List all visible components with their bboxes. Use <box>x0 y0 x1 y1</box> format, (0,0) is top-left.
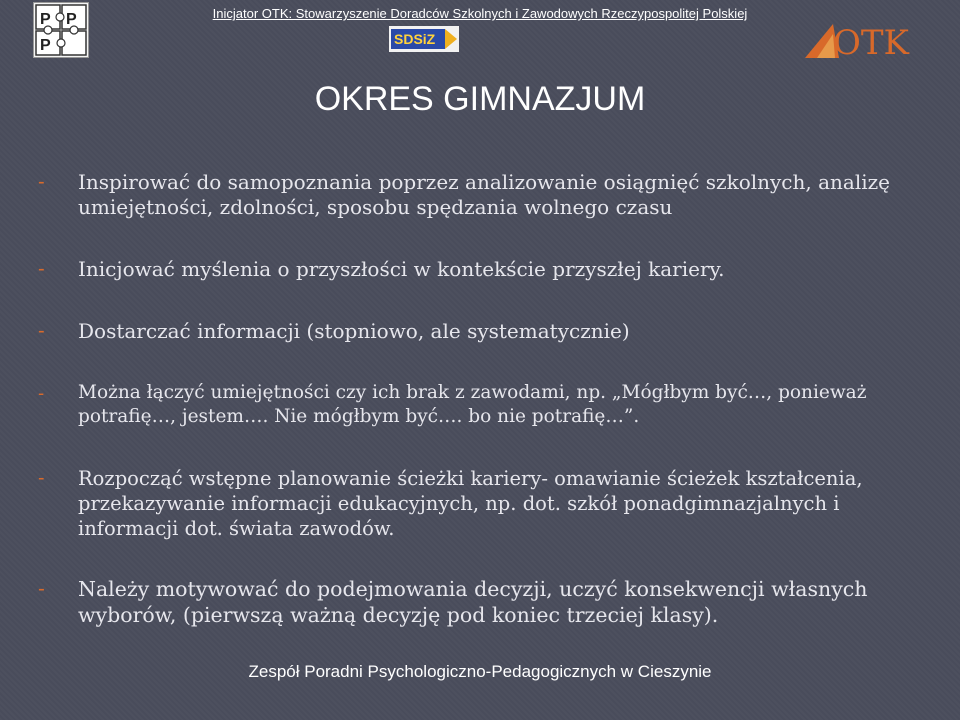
bullet-item <box>38 319 918 344</box>
slide-title: OKRES GIMNAZJUM <box>314 80 646 118</box>
bullet-item <box>38 466 918 541</box>
bullet-dash: - <box>38 382 45 403</box>
bullet-text: Inicjować myślenia o przyszłości w kontekście przyszłej kariery. <box>78 257 725 281</box>
svg-text:OTK: OTK <box>833 23 909 62</box>
bullet-text: Dostarczać informacji (stopniowo, ale systematycznie) <box>78 319 630 343</box>
footer-text: Zespół Poradni Psychologiczno-Pedagogicznych w Cieszynie <box>248 662 712 681</box>
bullet-text: Można łączyć umiejętności czy ich brak z zawodami, np. „Mógłbym być…, ponieważ potrafię…, jestem…. Nie mógłbym być…. bo nie potrafię…”. <box>78 382 867 427</box>
initiator-header: Inicjator OTK: Stowarzyszenie Doradców Szkolnych i Zawodowych Rzeczypospolitej Polskiej <box>212 6 748 21</box>
svg-text:P: P <box>66 11 77 28</box>
bullet-text: Rozpocząć wstępne planowanie ścieżki kariery- omawianie ścieżek kształcenia, przekazywanie informacji edukacyjnych, np. dot. szkół ponadgimnazjalnych i informacji dot. świata zawodów. <box>78 467 863 540</box>
bullet-text: Należy motywować do podejmowania decyzji, uczyć konsekwencji własnych wyborów, (pierwszą ważną decyzję pod koniec trzeciej klasy). <box>78 577 868 627</box>
svg-text:P: P <box>40 37 51 54</box>
bullet-item <box>38 257 918 282</box>
svg-text:P: P <box>40 11 51 28</box>
bullet-item <box>38 170 918 220</box>
bullet-item <box>38 381 918 429</box>
bullet-list <box>38 170 918 628</box>
bullet-dash: - <box>38 258 45 280</box>
svg-text:SDSiZ: SDSiZ <box>394 31 436 47</box>
bullet-dash: - <box>38 320 45 342</box>
sdsiz-logo <box>389 26 459 52</box>
otk-logo <box>803 18 933 62</box>
bullet-item <box>38 576 918 628</box>
bullet-text: Inspirować do samopoznania poprzez analizowanie osiągnięć szkolnych, analizę umiejętności, zdolności, sposobu spędzania wolnego czasu <box>78 170 891 219</box>
bullet-dash: - <box>38 171 45 193</box>
bullet-dash: - <box>38 467 45 489</box>
bullet-dash: - <box>38 577 45 600</box>
